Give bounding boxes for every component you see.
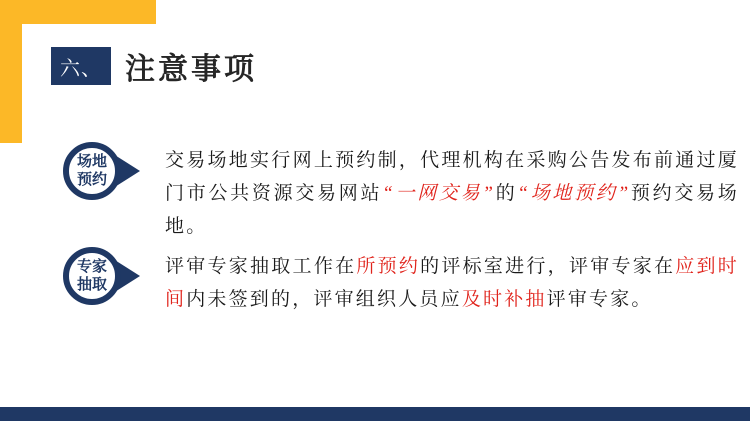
- accent-corner-horizontal-bar: [0, 0, 156, 24]
- text-segment: 及时补抽: [461, 289, 547, 310]
- page-title: 注意事项: [125, 53, 257, 86]
- list-item: [62, 245, 142, 307]
- text-segment: 的: [495, 183, 518, 204]
- footer-accent-bar: [0, 407, 750, 421]
- section-number-badge: 六、: [51, 47, 111, 85]
- text-segment: 预约交易场地。: [165, 183, 739, 237]
- pin-badge: [62, 245, 142, 307]
- text-segment: “一网交易”: [382, 183, 496, 204]
- text-segment: “场地预约”: [517, 183, 631, 204]
- pin-label: [62, 140, 122, 202]
- pin-badge: [62, 140, 142, 202]
- paragraph: [165, 250, 739, 316]
- list-item: [62, 140, 142, 202]
- pin-label-line: 场地: [76, 154, 107, 170]
- text-segment: 评审专家。: [546, 289, 653, 310]
- pin-label-line: 抽取: [76, 277, 107, 293]
- pin-label: [62, 245, 122, 307]
- text-segment: 内未签到的，评审组织人员应: [186, 289, 462, 310]
- pin-label-line: 预约: [76, 172, 107, 188]
- slide-header: [51, 44, 257, 88]
- text-segment: 应到时间: [165, 256, 739, 310]
- text-segment: 的评标室进行，评审专家在: [420, 256, 676, 277]
- pin-label-line: 专家: [76, 259, 107, 275]
- text-segment: 评审专家抽取工作在: [165, 256, 357, 277]
- text-segment: 交易场地实行网上预约制，代理机构在采购公告发布前通过厦门市公共资源交易网站: [165, 150, 739, 204]
- paragraph: [165, 144, 739, 243]
- text-segment: 所预约: [356, 256, 421, 277]
